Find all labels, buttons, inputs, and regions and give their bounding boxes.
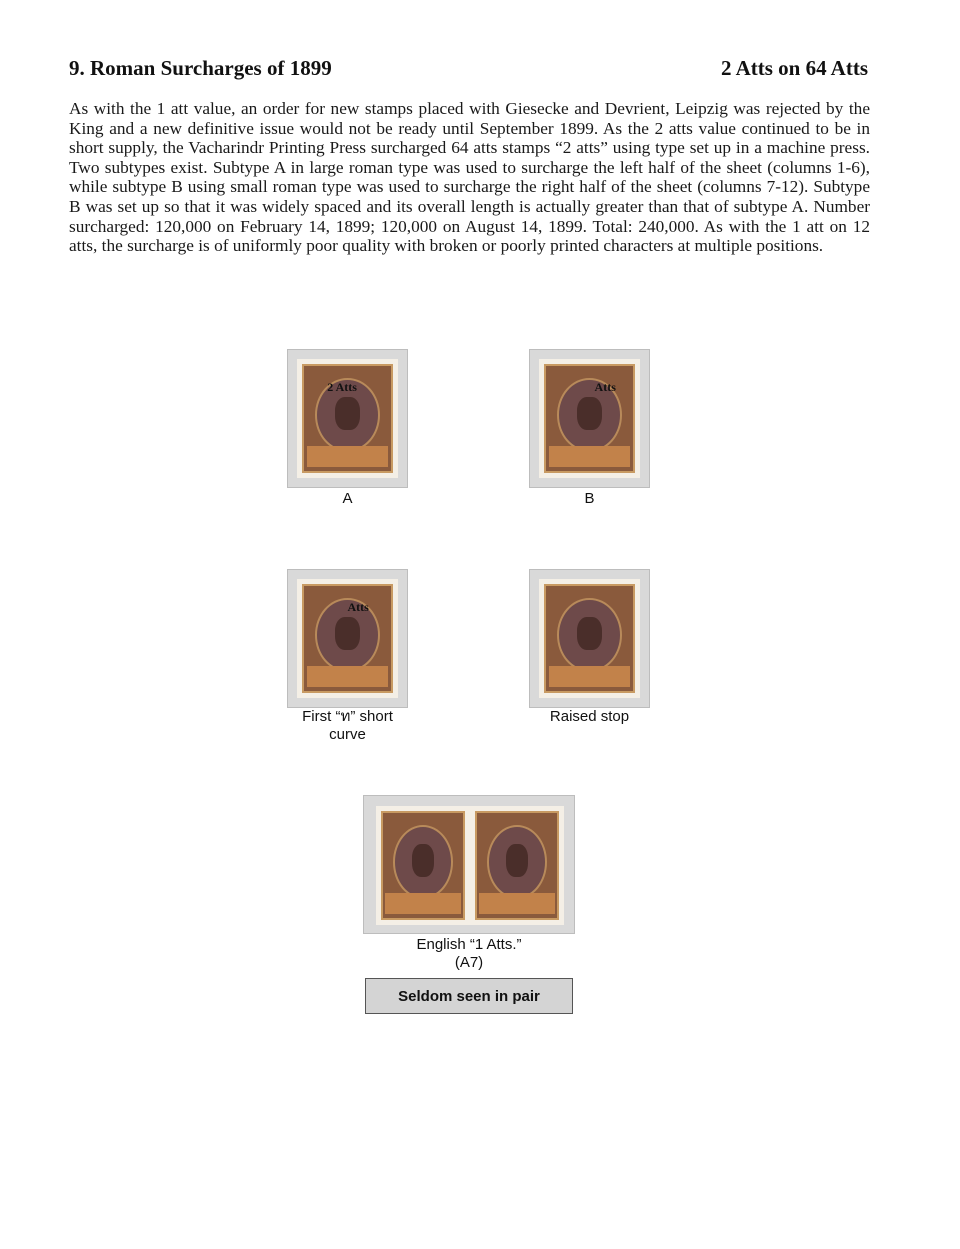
overprint-b: Atts xyxy=(594,380,616,395)
stamp-mount-a xyxy=(287,349,408,488)
stamp-mount-b xyxy=(529,349,650,488)
stamp-image-raised-stop xyxy=(539,579,640,698)
caption-pair-line1: English “1 Atts.” xyxy=(416,936,522,953)
caption-short-curve-line1: First “ท” short xyxy=(302,708,393,725)
caption-b: B xyxy=(584,490,595,507)
stamp-mount-pair xyxy=(363,795,575,934)
stamp-image-a xyxy=(297,359,398,478)
overprint-a: 2 Atts xyxy=(327,380,357,395)
caption-raised-stop: Raised stop xyxy=(549,708,630,725)
overprint-short-curve: Atts xyxy=(347,600,369,615)
stamp-image-pair-right xyxy=(470,806,564,925)
stamp-value-title: 2 Atts on 64 Atts xyxy=(720,56,868,80)
intro-paragraph: As with the 1 att value, an order for new stamps placed with Giesecke and Devrient, Leipzig was rejected by the King and a new definitive issue would not be ready until September 1899. As the 2 atts value continued to be in short supply, the Vacharindr Printing Press surcharged 64 atts stamps “2 atts” using type set up in a machine press. Two subtypes exist. Subtype A in large roman type was used to surcharge the left half of the sheet (columns 1-6), while subtype B using small roman type was used to surcharge the right half of the sheet (columns 7-12). Subtype B was set up so that it was widely spaced and its overall length is actually greater than that of subtype A. Number surcharged: 120,000 on February 14, 1899; 120,000 on August 14, 1899. Total: 240,000. As with the 1 att on 12 atts, the surcharge is of uniformly poor quality with broken or poorly printed characters at multiple positions. xyxy=(69,99,870,256)
stamp-image-b xyxy=(539,359,640,478)
stamp-image-short-curve xyxy=(297,579,398,698)
stamp-image-pair-left xyxy=(376,806,470,925)
stamp-mount-raised-stop xyxy=(529,569,650,708)
caption-short-curve xyxy=(267,708,428,744)
caption-a: A xyxy=(342,490,353,507)
caption-short-curve-line2: curve xyxy=(329,726,366,743)
section-title: 9. Roman Surcharges of 1899 xyxy=(69,56,332,80)
caption-pair xyxy=(369,936,569,972)
caption-pair-line2: (A7) xyxy=(454,954,484,971)
rarity-note: Seldom seen in pair xyxy=(365,978,573,1014)
stamp-mount-short-curve xyxy=(287,569,408,708)
